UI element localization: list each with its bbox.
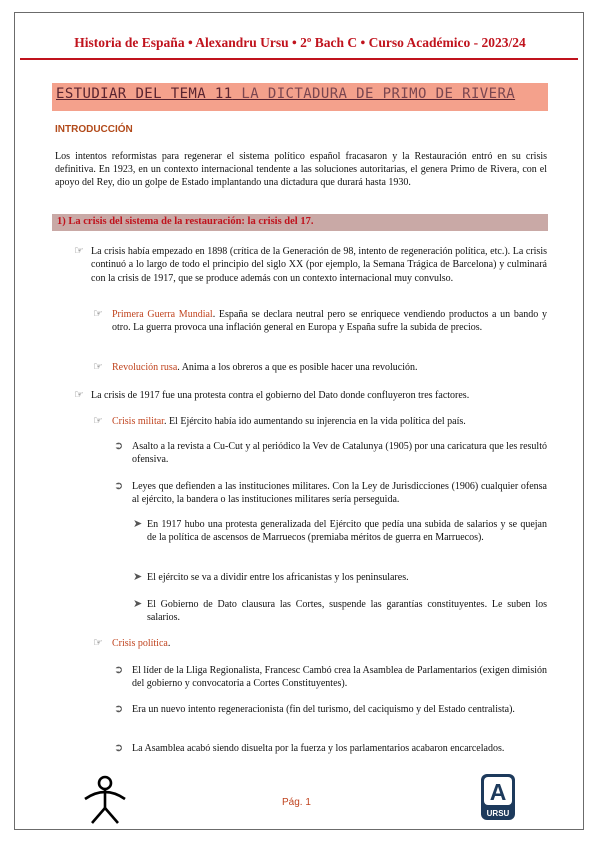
list-item-label: Revolución rusa — [112, 362, 178, 373]
page-number: Pág. 1 — [282, 797, 311, 808]
arrow-circle-icon: ➲ — [114, 664, 124, 676]
list-item-text: . — [167, 638, 171, 649]
indalo-logo-icon — [82, 775, 128, 825]
pointing-hand-icon: ☞ — [93, 308, 103, 320]
list-item: Era un nuevo intento regeneracionista (fin del turismo, del caciquismo y del Estado centralista). — [132, 704, 515, 715]
list-item — [112, 308, 547, 335]
list-item: El ejército se va a dividir entre los africanistas y los peninsulares. — [147, 572, 409, 583]
arrowhead-icon: ➤ — [133, 571, 143, 583]
title-banner — [52, 83, 548, 111]
list-item-text: . España se declara neutral pero se enriquece vendiendo productos a un bando y otro. La guerra provoca una inflación general en Europa y España sufre la subida de precios. — [112, 309, 548, 334]
list-item — [112, 361, 547, 374]
intro-paragraph: Los intentos reformistas para regenerar el sistema político español fracasaron y la Restauración entró en su crisis definitiva. En 1923, en un contexto internacional tendente a las soluciones autoritarias, el genera Primo de Rivera, con el apoyo del Rey, dio un golpe de Estado implantando una dictadura que durará hasta 1930. — [55, 151, 547, 189]
list-item: El Gobierno de Dato clausura las Cortes, suspende las garantías constituyentes. Le suben los salarios. — [147, 599, 547, 624]
logo-text: URSU — [486, 809, 510, 818]
arrow-circle-icon: ➲ — [114, 742, 124, 754]
arrowhead-icon: ➤ — [133, 518, 143, 530]
list-item: El líder de la Lliga Regionalista, Francesc Cambó crea la Asamblea de Parlamentarios (exigen dimisión del gobierno y convocatoria a Cortes Constituyentes). — [132, 665, 547, 690]
logo-letter: A — [489, 779, 507, 805]
pointing-hand-icon: ☞ — [93, 637, 103, 649]
intro-heading: INTRODUCCIÓN — [55, 124, 133, 135]
header-rule — [20, 58, 578, 60]
title-part-1: ESTUDIAR DEL TEMA 11 — [56, 86, 233, 102]
ursu-logo-icon — [480, 773, 516, 821]
list-item — [112, 415, 547, 428]
list-item: La Asamblea acabó siendo disuelta por la fuerza y los parlamentarios acabaron encarcelados. — [132, 743, 505, 754]
section-1-banner — [52, 214, 548, 231]
list-item-text: . El Ejército había ido aumentando su injerencia en la vida política del país. — [163, 416, 466, 427]
list-item: La crisis de 1917 fue una protesta contra el gobierno del Dato donde confluyeron tres factores. — [91, 390, 470, 401]
page-title — [56, 86, 515, 102]
list-item-label: Primera Guerra Mundial — [112, 309, 213, 320]
list-item-label: Crisis militar — [112, 416, 164, 427]
arrow-circle-icon: ➲ — [114, 703, 124, 715]
pointing-hand-icon: ☞ — [74, 389, 84, 401]
pointing-hand-icon: ☞ — [93, 415, 103, 427]
list-item — [112, 637, 547, 650]
arrowhead-icon: ➤ — [133, 598, 143, 610]
list-item-text: . Anima a los obreros a que es posible hacer una revolución. — [177, 362, 418, 373]
list-item-label: Crisis política — [112, 638, 168, 649]
list-item: En 1917 hubo una protesta generalizada del Ejército que pedía una subida de salarios y se quejan de la política de ascensos de Marruecos (premiaba méritos de guerra en Marruecos). — [147, 519, 547, 544]
pointing-hand-icon: ☞ — [74, 245, 84, 257]
arrow-circle-icon: ➲ — [114, 480, 124, 492]
list-item: Asalto a la revista a Cu-Cut y al periódico la Vev de Catalunya (1905) por una caricatura que les resultó ofensiva. — [132, 441, 547, 466]
page-header: Historia de España • Alexandru Ursu • 2º Bach C • Curso Académico - 2023/24 — [74, 35, 526, 50]
list-item: Leyes que defienden a las instituciones militares. Con la Ley de Jurisdicciones (1906) cualquier ofensa al ejército, la bandera o las instituciones militares sería perseguida. — [132, 481, 547, 506]
arrow-circle-icon: ➲ — [114, 440, 124, 452]
title-part-2: LA DICTADURA DE PRIMO DE RIVERA — [232, 86, 516, 102]
list-item: La crisis había empezado en 1898 (crítica de la Generación de 98, intento de regeneración política, etc.). La crisis continuó a lo largo de todo el principio del siglo XX (por ejemplo, la Semana Trágica de Barcelona) y culminará con la crisis de 1917, que se produce además con un contexto internacional muy convulso. — [91, 246, 547, 284]
pointing-hand-icon: ☞ — [93, 361, 103, 373]
section-1-title: 1) La crisis del sistema de la restauración: la crisis del 17. — [57, 216, 314, 227]
